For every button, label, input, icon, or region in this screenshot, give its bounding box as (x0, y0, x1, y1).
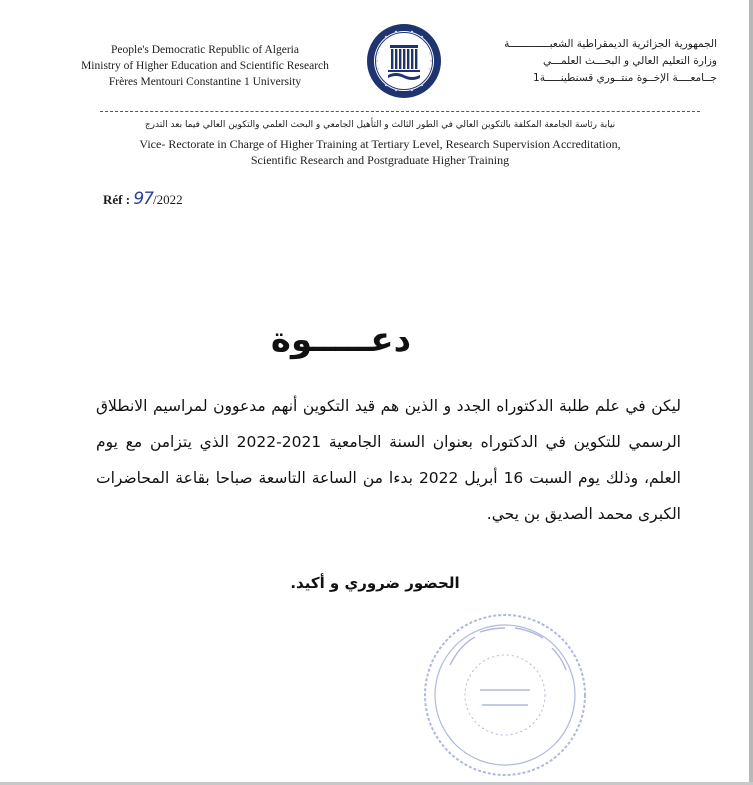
header-ar-ministry: وزارة التعليم العالي و البحـــث العلمـــي (542, 55, 717, 67)
header-ar-country: الجمهورية الجزائرية الديمقراطية الشعبـــــــــــــة (504, 38, 717, 50)
reference-label: Réf : (103, 192, 131, 207)
header-en-ministry: Ministry of Higher Education and Scientific Research (81, 60, 329, 72)
page-edge-right (749, 0, 753, 785)
vice-rectorate-en-line-2: Scientific Research and Postgraduate Higher Training (250, 153, 510, 167)
vice-rectorate-arabic: نيابة رئاسة الجامعة المكلفة بالتكوين العالي في الطور الثالث و التأهيل الجامعي و البحث العلمي والتكوين العالي فيما بعد التدرج (144, 120, 616, 130)
reference-handwritten-number: 97 (133, 189, 153, 209)
reference-number (103, 189, 183, 209)
closing-statement: الحضور ضروري و أكيد. (290, 574, 460, 592)
official-stamp-icon (420, 610, 590, 780)
header-english (40, 42, 370, 90)
invitation-body: ليكن في علم طلبة الدكتوراه الجدد و الذين هم قيد التكوين أنهم مدعوون لمراسيم الانطلاق الرسمي للتكوين في الدكتوراه بعنوان السنة الجامعية 2021-2022 الذي يتزامن مع يوم العلم، وذلك يوم السبت 16 أبريل 2022 بدءا من الساعة التاسعة صباحا بقاعة المحاضرات الكبرى محمد الصديق بن يحي. (96, 397, 681, 523)
header-divider (100, 111, 700, 112)
header-en-country: People's Democratic Republic of Algeria (111, 44, 299, 56)
header-ar-university: جــامعــــة الإخــوة منتــوري قسنطينـــــة1 (533, 72, 717, 84)
header-en-university: Frères Mentouri Constantine 1 University (108, 76, 302, 88)
vice-rectorate-en-line-1: Vice- Rectorate in Charge of Higher Training at Tertiary Level, Research Supervision Accreditation, (139, 137, 621, 151)
document-title: دعـــــوة (270, 320, 412, 360)
header-arabic (417, 36, 717, 87)
reference-year: /2022 (152, 192, 183, 207)
vice-rectorate-english (70, 136, 690, 168)
